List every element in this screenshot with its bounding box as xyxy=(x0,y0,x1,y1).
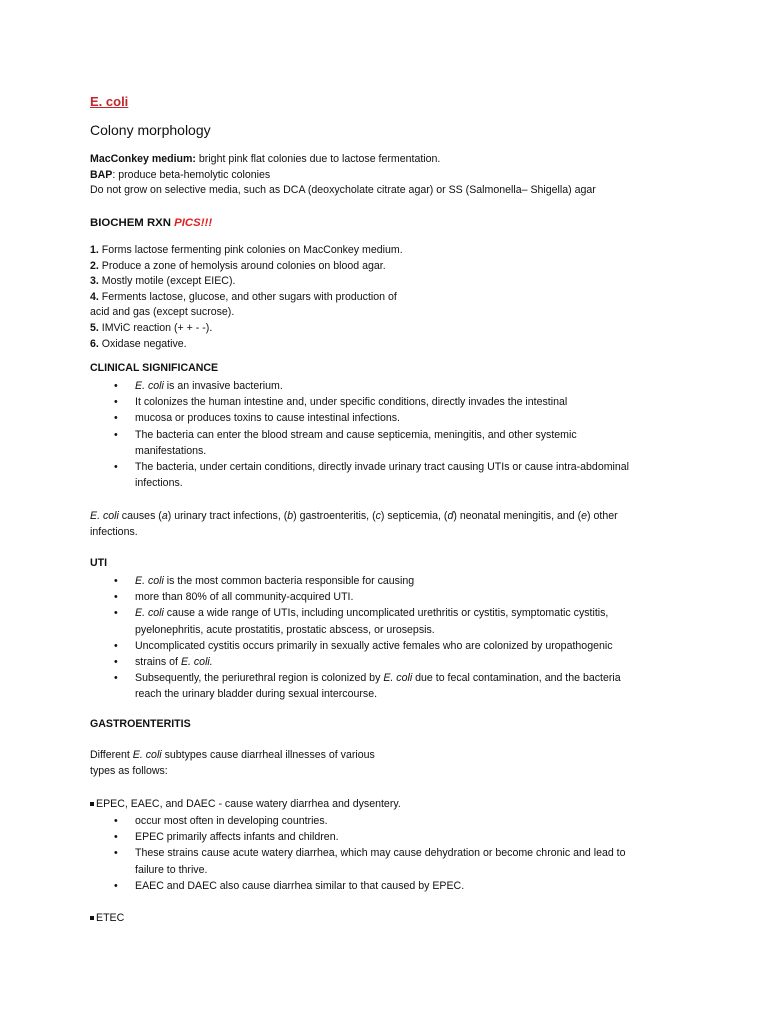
biochem-item: 1. Forms lactose fermenting pink colonies on MacConkey medium. xyxy=(90,244,403,256)
biochem-item: 5. IMViC reaction (+ + - -). xyxy=(90,321,213,334)
square-bullet-icon xyxy=(90,802,94,806)
gastro-list xyxy=(90,813,690,894)
epec-line: EPEC, EAEC, and DAEC - cause watery diarrhea and dysentery. xyxy=(90,797,690,813)
clinical-heading: CLINICAL SIGNIFICANCE xyxy=(90,362,219,374)
selective-media-line: Do not grow on selective media, such as DCA (deoxycholate citrate agar) or SS (Salmonella– Shigella) agar xyxy=(90,184,596,197)
gastro-heading: GASTROENTERITIS xyxy=(90,718,191,730)
list-item: • occur most often in developing countries. xyxy=(90,813,690,829)
pics-note: PICS!!! xyxy=(174,217,213,229)
list-item: • E. coli is an invasive bacterium. xyxy=(90,378,690,394)
square-bullet-icon xyxy=(90,916,94,920)
list-item: • Uncomplicated cystitis occurs primarily in sexually active females who are colonized by uropathogenic xyxy=(90,638,690,654)
list-item: • The bacteria, under certain conditions, directly invade urinary tract causing UTIs or cause intra-abdominal xyxy=(90,459,690,475)
colony-section xyxy=(90,152,690,199)
clinical-list xyxy=(90,378,690,491)
bap-line: BAP: produce beta-hemolytic colonies xyxy=(90,168,271,181)
list-item: • strains of E. coli. xyxy=(90,654,690,670)
biochem-item: 4. Ferments lactose, glucose, and other sugars with production of xyxy=(90,290,397,303)
etec-line: ETEC xyxy=(90,911,690,927)
macconkey-line: MacConkey medium: bright pink flat colonies due to lactose fermentation. xyxy=(90,153,441,165)
list-item: reach the urinary bladder during sexual intercourse. xyxy=(135,688,378,701)
list-item: • EAEC and DAEC also cause diarrhea similar to that caused by EPEC. xyxy=(90,878,690,894)
list-item: • EPEC primarily affects infants and children. xyxy=(90,829,690,845)
biochem-heading: BIOCHEM RXN PICS!!! xyxy=(90,217,213,229)
page-title: E. coli xyxy=(90,94,129,109)
list-item: • E. coli cause a wide range of UTIs, including uncomplicated urethritis or cystitis, symptomatic cystitis, xyxy=(90,605,690,621)
biochem-item: 3. Mostly motile (except EIEC). xyxy=(90,275,236,288)
gastro-intro: Different E. coli subtypes cause diarrheal illnesses of various types as follows: xyxy=(90,749,375,777)
list-item: manifestations. xyxy=(135,444,207,457)
list-item: • These strains cause acute watery diarrhea, which may cause dehydration or become chronic and lead to xyxy=(90,845,690,861)
biochem-item: 6. Oxidase negative. xyxy=(90,337,187,350)
list-item: pyelonephritis, acute prostatitis, prostatic abscess, or urosepsis. xyxy=(135,623,435,636)
biochem-item: acid and gas (except sucrose). xyxy=(90,306,235,319)
list-item: • It colonizes the human intestine and, under specific conditions, directly invades the intestinal xyxy=(90,394,690,410)
list-item: infections. xyxy=(135,477,183,490)
list-item: • E. coli is the most common bacteria responsible for causing xyxy=(90,573,690,589)
macconkey-label: MacConkey medium: xyxy=(90,153,196,165)
colony-morphology-heading: Colony morphology xyxy=(90,122,211,138)
list-item: • The bacteria can enter the blood stream and cause septicemia, meningitis, and other systemic xyxy=(90,427,690,443)
uti-list xyxy=(90,573,690,703)
causes-paragraph: E. coli causes (a) urinary tract infections, (b) gastroenteritis, (c) septicemia, (d) neonatal meningitis, and (e) other infections. xyxy=(90,510,618,538)
biochem-item: 2. Produce a zone of hemolysis around colonies on blood agar. xyxy=(90,259,386,272)
list-item: • mucosa or produces toxins to cause intestinal infections. xyxy=(90,410,690,426)
list-item: • more than 80% of all community-acquired UTI. xyxy=(90,589,690,605)
bap-label: BAP xyxy=(90,168,113,181)
list-item: • Subsequently, the periurethral region is colonized by E. coli due to fecal contamination, and the bacteria xyxy=(90,670,690,686)
uti-heading: UTI xyxy=(90,557,108,569)
list-item: failure to thrive. xyxy=(135,863,208,876)
biochem-list xyxy=(90,243,690,352)
